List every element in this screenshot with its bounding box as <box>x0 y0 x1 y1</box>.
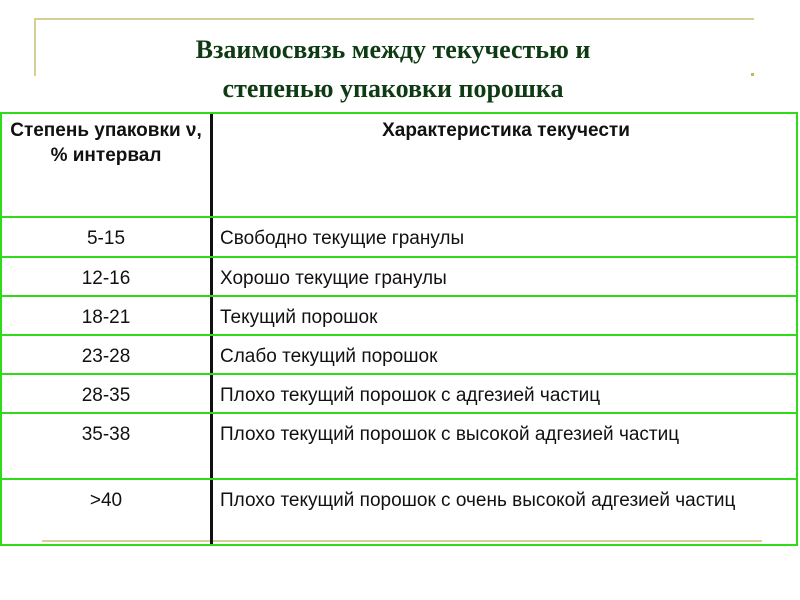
table-row <box>2 256 796 295</box>
decorative-dot <box>751 73 754 76</box>
slide-title-line-1: Взаимосвязь между текучестью и <box>195 35 591 64</box>
row-interval: 18-21 <box>81 307 131 328</box>
slide-title <box>80 30 706 108</box>
row-characteristic: Текущий порошок <box>220 307 378 328</box>
row-characteristic: Свободно текущие гранулы <box>220 228 465 249</box>
row-interval: 23-28 <box>81 346 131 367</box>
decorative-top-line <box>34 18 754 20</box>
decorative-left-line <box>34 18 36 76</box>
table-row <box>2 373 796 412</box>
table-row <box>2 478 796 544</box>
flowability-table <box>0 112 798 546</box>
header-interval: Степень упаковки ν, % интервал <box>10 120 202 166</box>
slide-title-line-2: степенью упаковки порошка <box>222 74 564 103</box>
row-characteristic: Плохо текущий порошок с адгезией частиц <box>220 385 601 406</box>
table-row <box>2 412 796 478</box>
table-header-row <box>2 114 796 216</box>
row-interval: 35-38 <box>81 424 131 445</box>
row-interval: 28-35 <box>81 385 131 406</box>
header-characteristic: Характеристика текучести <box>382 120 630 141</box>
row-characteristic: Хорошо текущие гранулы <box>220 268 447 289</box>
row-interval: 12-16 <box>81 268 131 289</box>
row-interval: >40 <box>89 490 123 511</box>
table-row <box>2 334 796 373</box>
row-interval: 5-15 <box>86 228 126 249</box>
row-characteristic: Плохо текущий порошок с очень высокой адгезией частиц <box>220 490 736 511</box>
table-row <box>2 295 796 334</box>
table-row <box>2 216 796 256</box>
row-characteristic: Слабо текущий порошок <box>220 346 438 367</box>
row-characteristic: Плохо текущий порошок с высокой адгезией частиц <box>220 424 680 445</box>
